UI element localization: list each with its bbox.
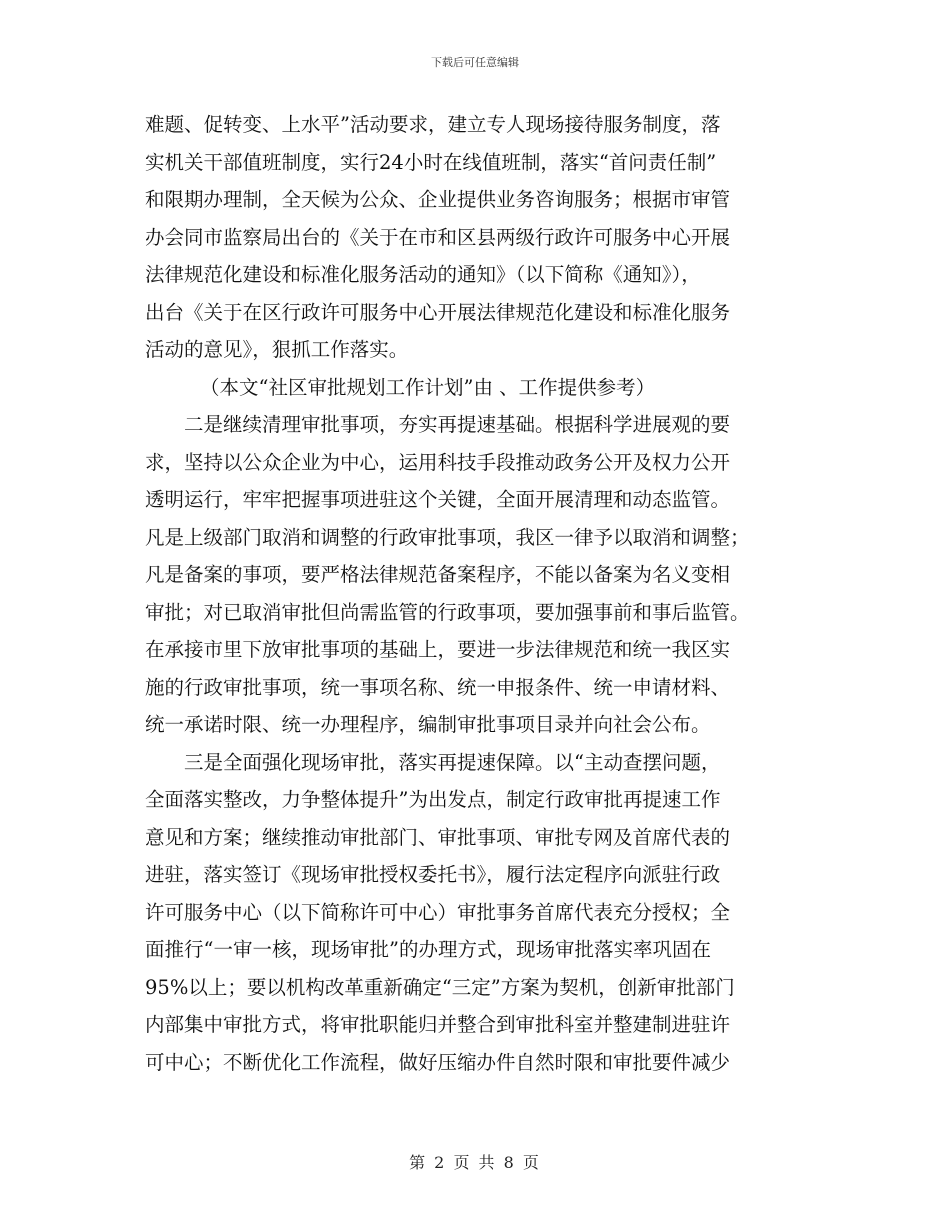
text-line: 进驻，落实签订《现场审批授权委托书》，履行法定程序向派驻行政 <box>145 863 721 886</box>
text-line: 透明运行，牢牢把握事项进驻这个关键，全面开展清理和动态监管。 <box>145 488 731 511</box>
text-line: 可中心；不断优化工作流程，做好压缩办件自然时限和审批要件减少 <box>145 1050 731 1074</box>
text-line: 审批；对已取消审批但尚需监管的行政事项，要加强事前和事后监管。 <box>145 600 750 624</box>
text-line: 意见和方案；继续推动审批部门、审批事项、审批专网及首席代表的 <box>145 825 731 849</box>
page-number-footer: 第 2 页 共 8 页 <box>409 1153 541 1172</box>
text-line: 凡是备案的事项，要严格法律规范备案程序，不能以备案为名义变相 <box>145 563 731 586</box>
text-line: 统一承诺时限、统一办理程序，编制审批事项目录并向社会公布。 <box>145 713 711 736</box>
paragraph-2 <box>145 406 805 744</box>
text-line: 二是继续清理审批事项，夯实再提速基础。根据科学进展观的要 <box>184 413 731 436</box>
text-line: 施的行政审批事项，统一事项名称、统一申报条件、统一申请材料、 <box>145 675 731 699</box>
text-line: 实机关干部值班制度，实行24小时在线值班制，落实“首问责任制” <box>145 150 717 174</box>
text-line: 办会同市监察局出台的《关于在市和区县两级行政许可服务中心开展 <box>145 225 731 249</box>
text-line: 出台《关于在区行政许可服务中心开展法律规范化建设和标准化服务 <box>145 300 731 324</box>
text-line: （本文“社区审批规划工作计划”由 、工作提供参考） <box>200 375 656 399</box>
text-line: 活动的意见》，狠抓工作落实。 <box>145 338 409 361</box>
paragraph-3 <box>145 744 805 1082</box>
paragraph-1 <box>145 106 805 369</box>
text-line: 和限期办理制，全天候为公众、企业提供业务咨询服务；根据市审管 <box>145 188 731 211</box>
text-line: 求，坚持以公众企业为中心，运用科技手段推动政务公开及权力公开 <box>145 450 731 474</box>
paragraph-source-note <box>145 369 805 407</box>
text-line: 全面落实整改，力争整体提升”为出发点，制定行政审批再提速工作 <box>145 788 721 811</box>
text-line: 许可服务中心（以下简称许可中心）审批事务首席代表充分授权；全 <box>145 900 731 924</box>
text-line: 在承接市里下放审批事项的基础上，要进一步法律规范和统一我区实 <box>145 638 731 661</box>
text-line: 法律规范化建设和标准化服务活动的通知》（以下简称《通知》）， <box>145 263 701 286</box>
header-note: 下载后可任意编辑 <box>431 56 519 69</box>
text-line: 面推行“一审一核，现场审批”的办理方式，现场审批落实率巩固在 <box>145 938 711 961</box>
text-line: 凡是上级部门取消和调整的行政审批事项，我区一律予以取消和调整； <box>145 525 750 549</box>
text-line: 三是全面强化现场审批，落实再提速保障。以“主动查摆问题， <box>184 750 721 774</box>
text-line: 内部集中审批方式，将审批职能归并整合到审批科室并整建制进驻许 <box>145 1013 731 1036</box>
text-line: 难题、促转变、上水平”活动要求，建立专人现场接待服务制度，落 <box>145 113 721 136</box>
text-line: 95%以上；要以机构改革重新确定“三定”方案为契机，创新审批部门 <box>145 975 735 999</box>
document-body <box>145 106 805 1081</box>
